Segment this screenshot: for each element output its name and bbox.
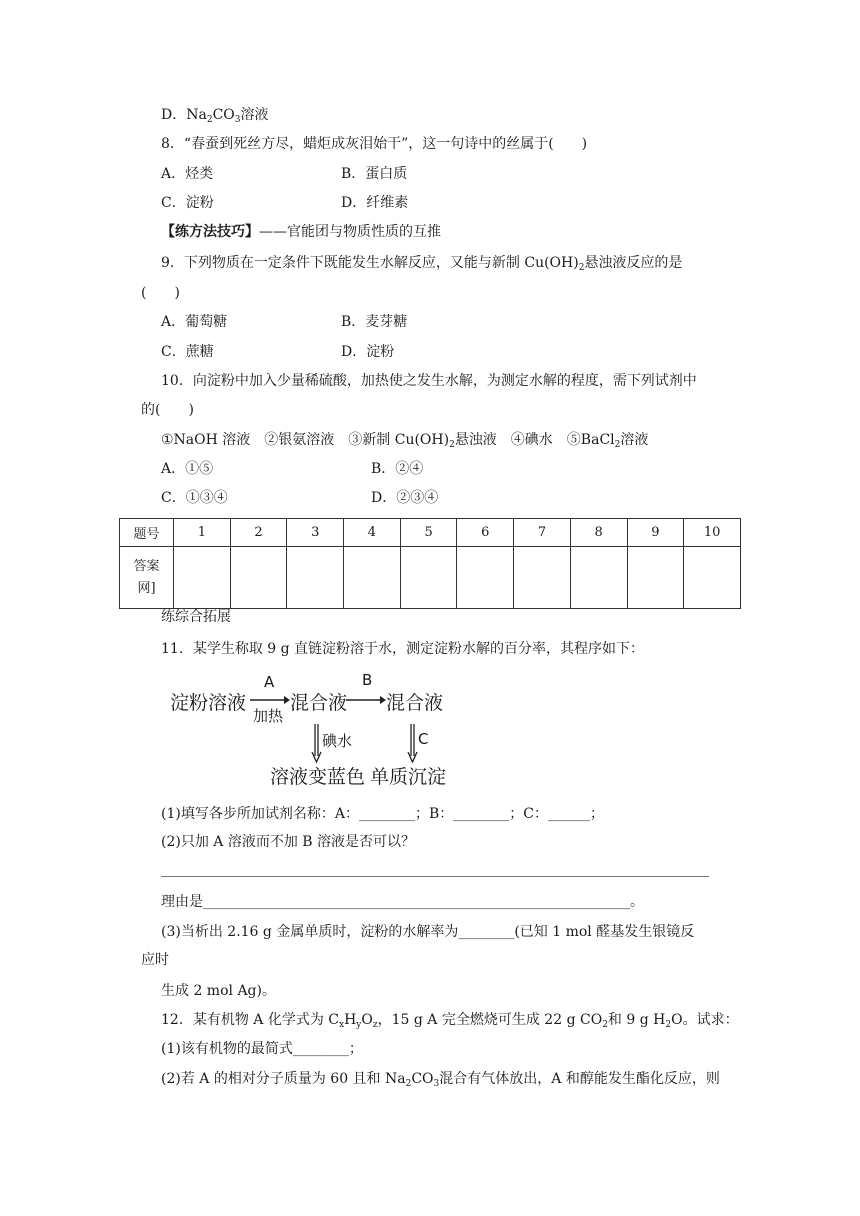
q9-option-b: B．麦芽糖 (341, 314, 408, 330)
answer-cell[interactable] (684, 547, 741, 609)
q9-stem: 9．下列物质在一定条件下既能发生水解反应，又能与新制 $Cu(OH)_2$悬浊液反应的是 (161, 255, 683, 273)
q8-option-b: B．蛋白质 (341, 166, 408, 182)
q11-stem: 11．某学生称取 9 g 直链淀粉溶于水，测定淀粉水解的百分率，其程序如下： (161, 641, 645, 657)
q12-sub1: (1)该有机物的最简式________； (161, 1041, 363, 1057)
flow-down2-reagent: C (418, 730, 429, 748)
q12-sub2: (2)若 A 的相对分子质量为 60 且和 $Na_2CO_3$混合有气体放出，A 和醇能发生酯化反应，则 (161, 1071, 720, 1089)
flow-mid: 混合液 (290, 692, 348, 714)
flow-end: 混合液 (386, 692, 444, 714)
question-number: 4 (344, 519, 401, 547)
hydrolysis-flow-diagram (170, 672, 480, 790)
q10-reagents: ①NaOH 溶液 ②银氨溶液 ③新制 $Cu(OH)_2$悬浊液 ④碘水 ⑤BaCl$_2$溶液 (161, 432, 649, 450)
answer-cell[interactable] (400, 547, 457, 609)
answer-table-header-row (120, 519, 741, 547)
q11-sub1: (1)填写各步所加试剂名称：A：________；B：________；C：______； (161, 806, 604, 822)
answer-cell[interactable] (174, 547, 231, 609)
answer-cell[interactable] (627, 547, 684, 609)
flow-start: 淀粉溶液 (170, 692, 247, 714)
question-number: 6 (457, 519, 514, 547)
question-number: 10 (684, 519, 741, 547)
question-number: 1 (174, 519, 231, 547)
flow-down1-reagent: 碘水 (322, 732, 353, 750)
answer-table-answer-row (120, 547, 741, 609)
q12-stem: 12．某有机物 A 化学式为 $C_xH_yO_z$，15 g A 完全燃烧可生成 22 g $CO_2$和 9 g $H_2O$。试求： (161, 1012, 739, 1030)
q9-option-d: D．淀粉 (341, 344, 395, 360)
flow-result1: 溶液变蓝色 (270, 766, 366, 788)
q11-sub2: (2)只加 A 溶液而不加 B 溶液是否可以？ (161, 834, 416, 850)
q9-option-a: A．葡萄糖 (161, 314, 228, 330)
question-number: 2 (230, 519, 287, 547)
question-number: 9 (627, 519, 684, 547)
q10-stem: 10．向淀粉中加入少量稀硫酸，加热使之发生水解，为测定水解的程度，需下列试剂中 (161, 373, 697, 389)
answer-cell[interactable] (230, 547, 287, 609)
q10-option-b: B．②④ (371, 461, 424, 477)
q8-option-d: D．纤维素 (341, 195, 409, 211)
q9-option-c: C．蔗糖 (161, 344, 214, 360)
q11-reason: 理由是_____________________________________________________________。 (161, 894, 644, 910)
flow-arrow2 (346, 694, 386, 706)
answer-cell[interactable] (457, 547, 514, 609)
q11-sub3-cont: 应时 (141, 952, 169, 968)
q11-sub2-answer-line[interactable] (161, 876, 709, 877)
flow-arrow1-condition: 加热 (253, 707, 284, 725)
flow-arrow2-reagent: B (362, 671, 373, 689)
answer-cell[interactable] (570, 547, 627, 609)
section-heading-comprehensive: 练综合拓展 (161, 609, 231, 625)
flow-result2: 单质沉淀 (370, 766, 447, 788)
q10-option-d: D．②③④ (371, 490, 439, 506)
q8-option-a: A．烃类 (161, 166, 214, 182)
q10-option-c: C．①③④ (161, 490, 228, 506)
q8-stem: 8．“春蚕到死丝方尽，蜡炬成灰泪始干”，这一句诗中的丝属于( ) (161, 136, 588, 152)
answer-cell[interactable] (514, 547, 571, 609)
flow-arrow1 (250, 694, 290, 706)
question-number: 8 (570, 519, 627, 547)
flow-arrow1-reagent: A (264, 673, 275, 691)
question-number: 5 (400, 519, 457, 547)
q8-option-c: C．淀粉 (161, 195, 214, 211)
q7-option-d: D．$Na_2CO_3$溶液 (161, 107, 269, 125)
question-number-label: 题号 (120, 519, 174, 547)
answer-cell[interactable] (344, 547, 401, 609)
q10-option-a: A．①⑤ (161, 461, 214, 477)
question-number: 7 (514, 519, 571, 547)
question-number: 3 (287, 519, 344, 547)
answer-label: 答案 网] (120, 547, 174, 609)
q10-stem-continued: 的( ) (141, 402, 194, 418)
q11-sub3: (3)当析出 2.16 g 金属单质时，淀粉的水解率为________(已知 1 mol 醛基发生银镜反 (161, 924, 695, 940)
section-heading-methods: 【练方法技巧】——官能团与物质性质的互推 (161, 224, 441, 240)
answer-cell[interactable] (287, 547, 344, 609)
answer-table (119, 518, 741, 609)
q11-sub3-note: 生成 2 mol Ag)。 (161, 983, 276, 999)
q9-stem-paren: ( ) (141, 285, 180, 301)
